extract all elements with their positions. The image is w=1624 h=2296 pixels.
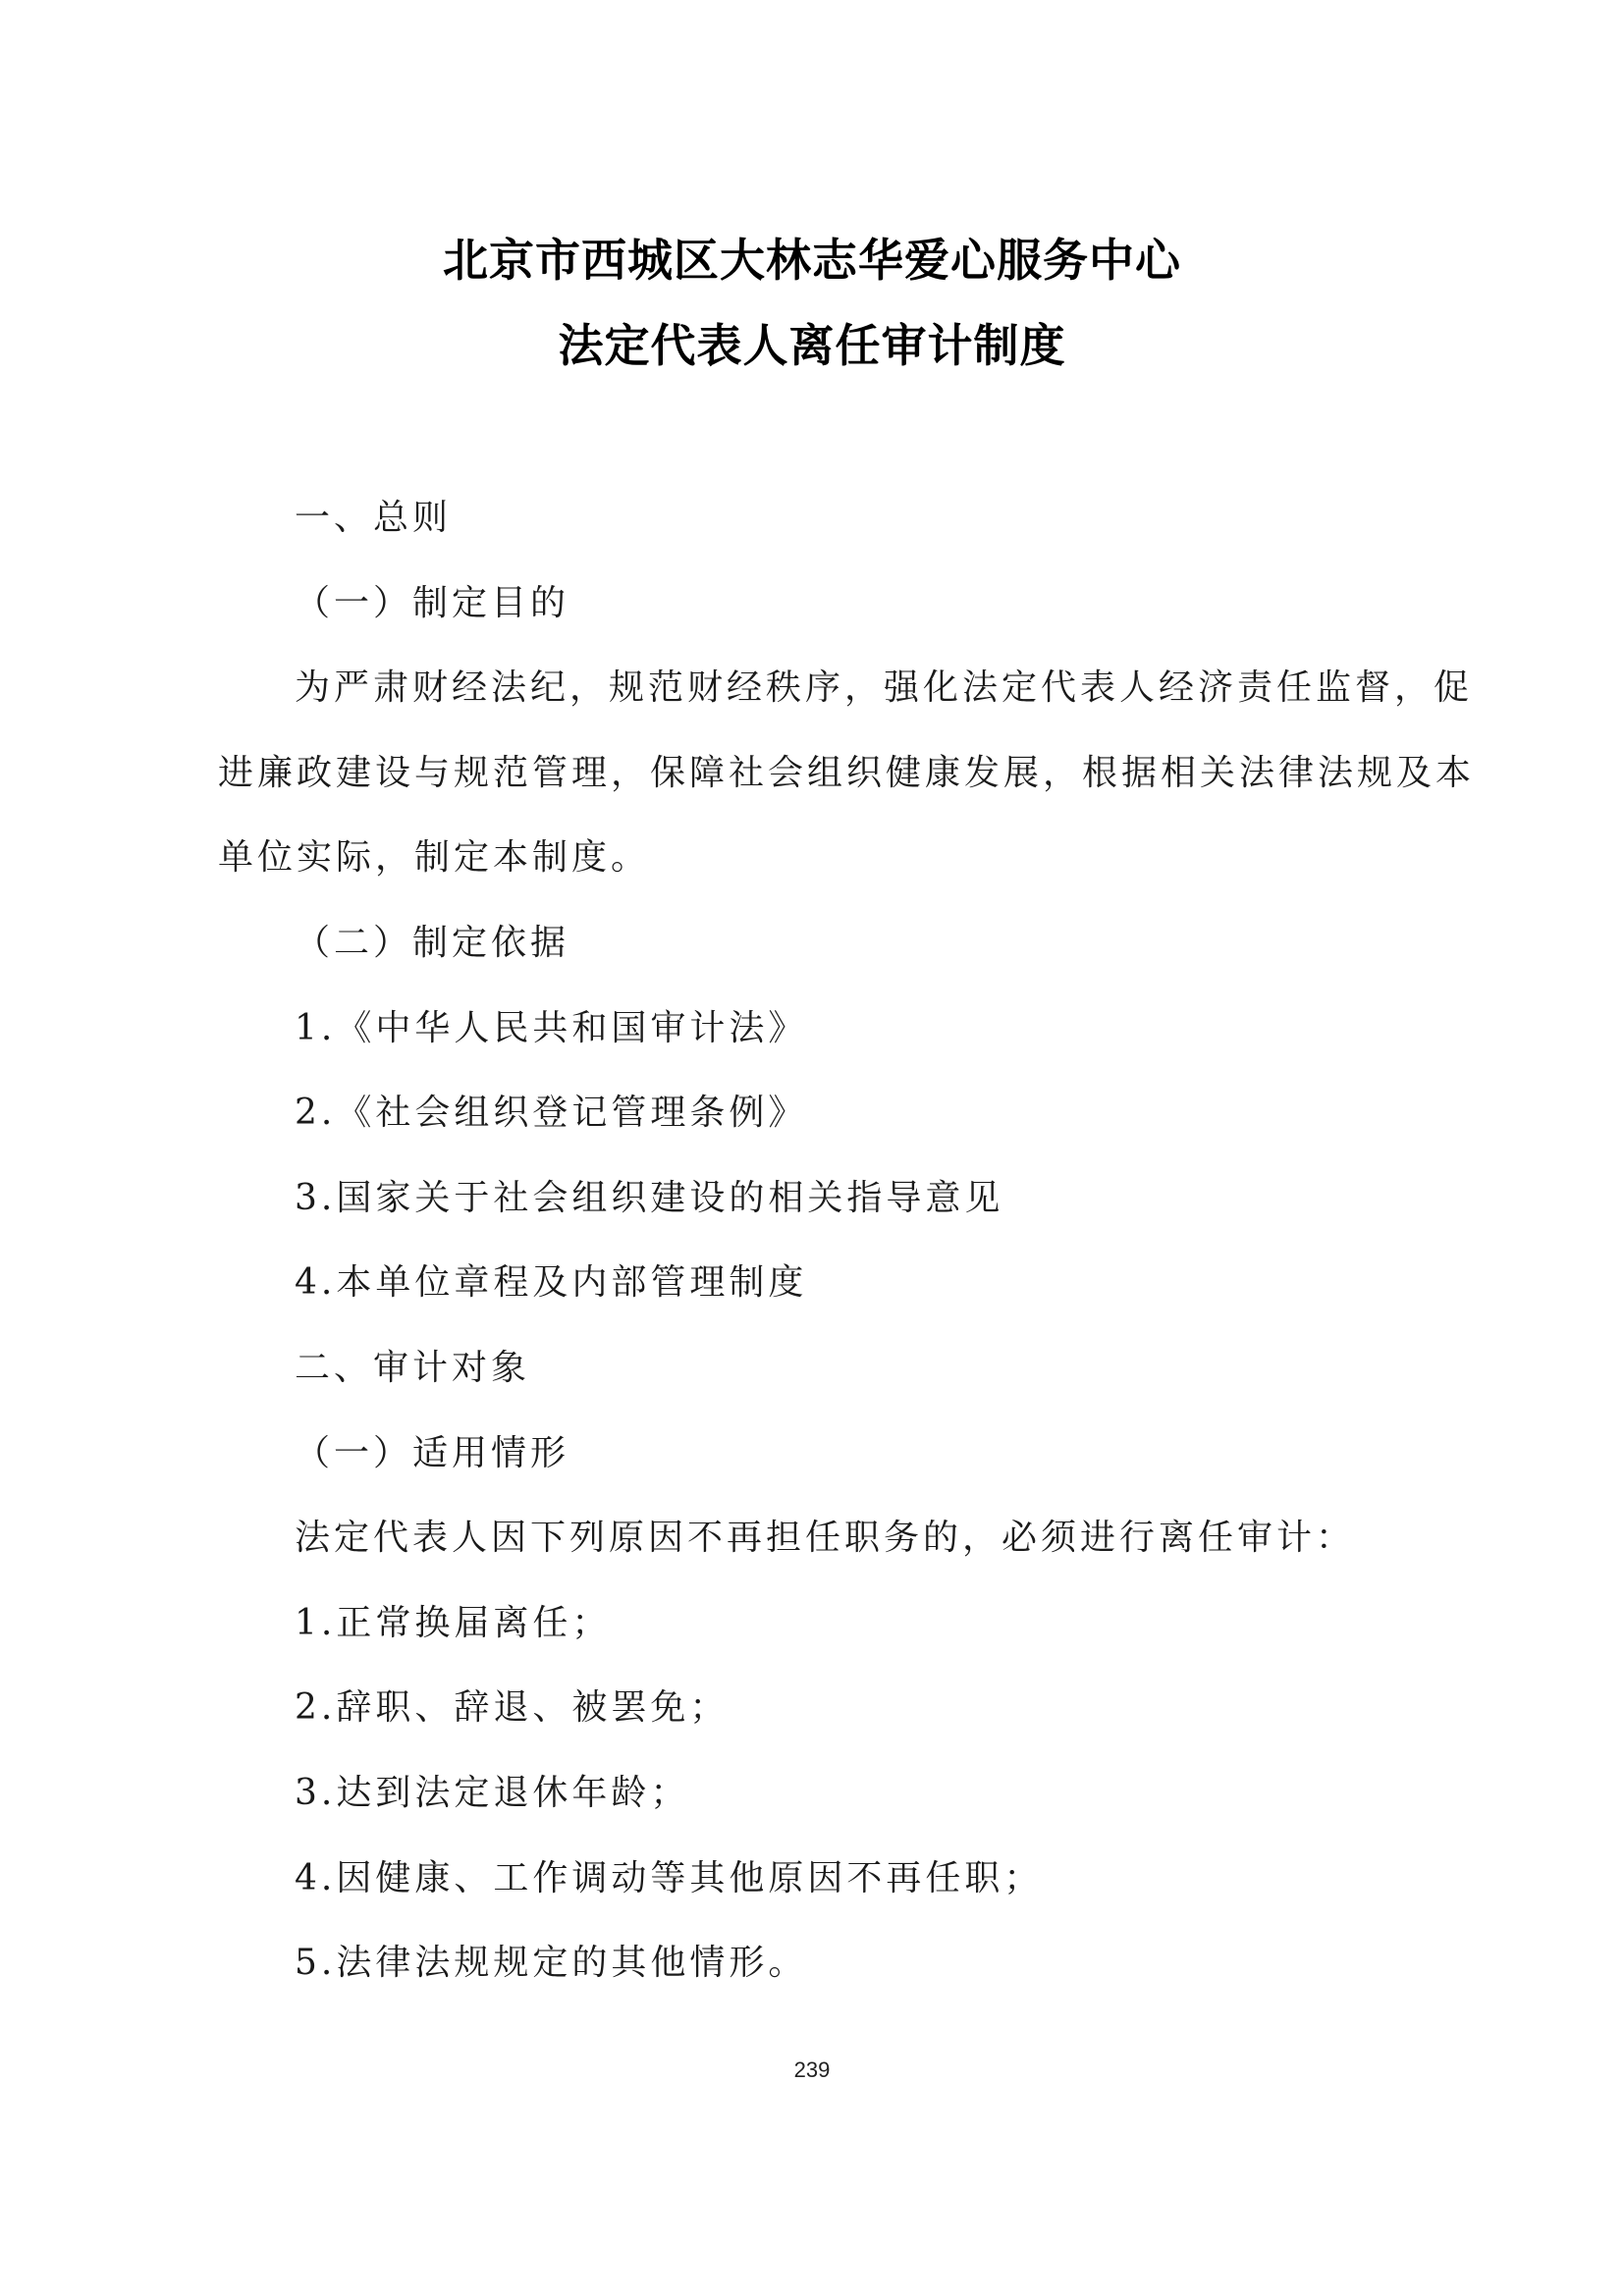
- list-item: 3.达到法定退休年龄；: [295, 1773, 690, 1813]
- list-item: 3.国家关于社会组织建设的相关指导意见: [295, 1178, 1004, 1218]
- list-item: 4.因健康、工作调动等其他原因不再任职；: [295, 1858, 1044, 1898]
- list-item: 2.辞职、辞退、被罢免；: [295, 1687, 730, 1728]
- section-heading-general: 一、总则: [295, 498, 453, 538]
- list-item: 2.《社会组织登记管理条例》: [295, 1093, 808, 1133]
- page-number: 239: [793, 2057, 831, 2082]
- paragraph-line: 单位实际，制定本制度。: [218, 837, 651, 878]
- section-heading-audit-target: 二、审计对象: [295, 1348, 531, 1388]
- subsection-heading-applicable-cases: （一）适用情形: [295, 1433, 570, 1473]
- list-item: 1.《中华人民共和国审计法》: [295, 1008, 808, 1048]
- list-item: 4.本单位章程及内部管理制度: [295, 1262, 808, 1303]
- subsection-heading-purpose: （一）制定目的: [295, 583, 570, 623]
- subsection-heading-basis: （二）制定依据: [295, 923, 570, 963]
- list-item: 1.正常换届离任；: [295, 1603, 612, 1643]
- paragraph-line: 进廉政建设与规范管理，保障社会组织健康发展，根据相关法律法规及本: [218, 753, 1476, 793]
- document-title-line-2: 法定代表人离任审计制度: [558, 319, 1066, 372]
- list-item: 5.法律法规规定的其他情形。: [295, 1943, 808, 1983]
- document-title-line-1: 北京市西城区大林志华爱心服务中心: [443, 234, 1181, 287]
- paragraph-line: 为严肃财经法纪，规范财经秩序，强化法定代表人经济责任监督，促: [295, 667, 1474, 708]
- paragraph-line: 法定代表人因下列原因不再担任职务的，必须进行离任审计：: [295, 1518, 1356, 1558]
